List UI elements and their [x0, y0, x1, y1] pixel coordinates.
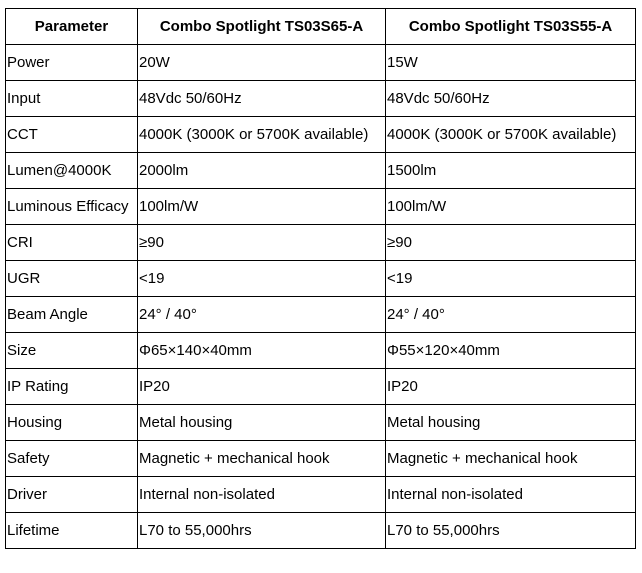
ts03s65a-value: 100lm/W	[138, 189, 386, 225]
ts03s55a-value: 1500lm	[386, 153, 636, 189]
ts03s65a-value: <19	[138, 261, 386, 297]
table-row	[6, 225, 636, 261]
ts03s65a-value: 48Vdc 50/60Hz	[138, 81, 386, 117]
parameter-name: CRI	[6, 225, 138, 261]
parameter-name: Input	[6, 81, 138, 117]
ts03s55a-value: Magnetic + mechanical hook	[386, 441, 636, 477]
table-row	[6, 45, 636, 81]
header-ts03s65a: Combo Spotlight TS03S65-A	[138, 9, 386, 45]
parameter-name: Safety	[6, 441, 138, 477]
parameter-name: UGR	[6, 261, 138, 297]
table-row	[6, 189, 636, 225]
header-parameter: Parameter	[6, 9, 138, 45]
ts03s65a-value: Φ65×140×40mm	[138, 333, 386, 369]
ts03s55a-value: ≥90	[386, 225, 636, 261]
parameter-name: Power	[6, 45, 138, 81]
parameter-name: CCT	[6, 117, 138, 153]
ts03s65a-value: ≥90	[138, 225, 386, 261]
ts03s55a-value: IP20	[386, 369, 636, 405]
parameter-name: Housing	[6, 405, 138, 441]
ts03s65a-value: 24° / 40°	[138, 297, 386, 333]
table-row	[6, 405, 636, 441]
ts03s55a-value: 100lm/W	[386, 189, 636, 225]
parameter-name: Size	[6, 333, 138, 369]
table-row	[6, 153, 636, 189]
parameter-name: Beam Angle	[6, 297, 138, 333]
ts03s65a-value: 4000K (3000K or 5700K available)	[138, 117, 386, 153]
ts03s55a-value: 4000K (3000K or 5700K available)	[386, 117, 636, 153]
ts03s55a-value: 15W	[386, 45, 636, 81]
ts03s65a-value: 20W	[138, 45, 386, 81]
table-row	[6, 117, 636, 153]
ts03s55a-value: Internal non-isolated	[386, 477, 636, 513]
ts03s65a-value: Internal non-isolated	[138, 477, 386, 513]
ts03s65a-value: Magnetic + mechanical hook	[138, 441, 386, 477]
ts03s65a-value: L70 to 55,000hrs	[138, 513, 386, 549]
table-row	[6, 333, 636, 369]
header-row	[6, 9, 636, 45]
ts03s55a-value: <19	[386, 261, 636, 297]
ts03s55a-value: 48Vdc 50/60Hz	[386, 81, 636, 117]
table-row	[6, 441, 636, 477]
ts03s55a-value: Φ55×120×40mm	[386, 333, 636, 369]
table-row	[6, 513, 636, 549]
header-ts03s55a: Combo Spotlight TS03S55-A	[386, 9, 636, 45]
ts03s55a-value: 24° / 40°	[386, 297, 636, 333]
spec-table	[5, 8, 636, 549]
ts03s55a-value: L70 to 55,000hrs	[386, 513, 636, 549]
ts03s65a-value: 2000lm	[138, 153, 386, 189]
parameter-name: Lumen@4000K	[6, 153, 138, 189]
parameter-name: Luminous Efficacy	[6, 189, 138, 225]
table-row	[6, 81, 636, 117]
ts03s55a-value: Metal housing	[386, 405, 636, 441]
table-row	[6, 477, 636, 513]
ts03s65a-value: IP20	[138, 369, 386, 405]
table-row	[6, 369, 636, 405]
parameter-name: Lifetime	[6, 513, 138, 549]
parameter-name: IP Rating	[6, 369, 138, 405]
ts03s65a-value: Metal housing	[138, 405, 386, 441]
parameter-name: Driver	[6, 477, 138, 513]
table-row	[6, 297, 636, 333]
table-row	[6, 261, 636, 297]
